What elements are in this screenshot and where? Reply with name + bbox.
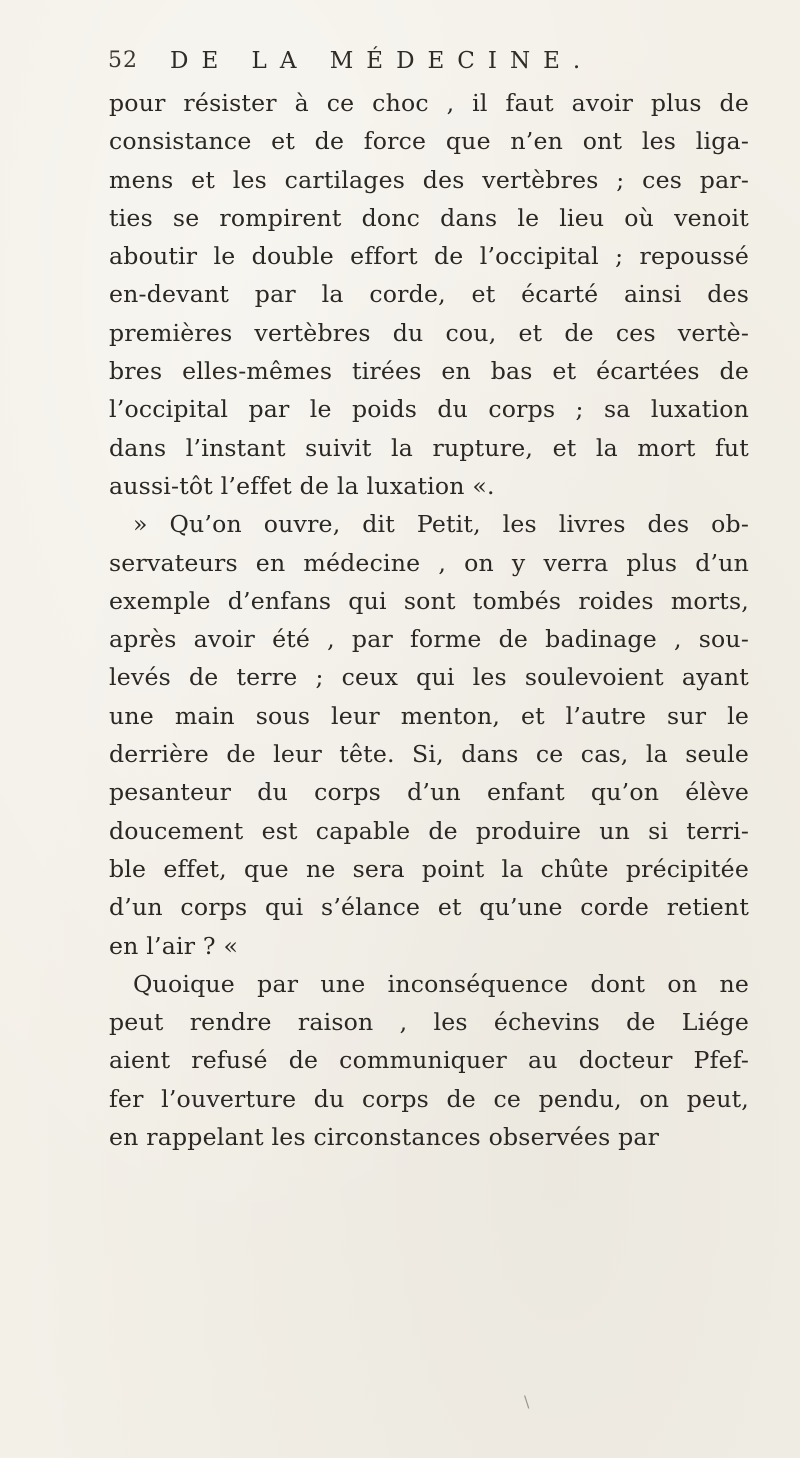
text-line: Quoique par une inconséquence dont on ne xyxy=(133,969,749,998)
text-line: d’un corps qui s’élance et qu’une corde retient xyxy=(109,893,749,922)
text-line: derrière de leur tête. Si, dans ce cas, la seule xyxy=(109,740,749,769)
text-line: levés de terre ; ceux qui les soulevoient ayant xyxy=(109,663,749,692)
text-line: aient refusé de communiquer au docteur Pfef- xyxy=(109,1046,749,1075)
text-line: aussi-tôt l’effet de la luxation «. xyxy=(109,471,495,500)
text-line: exemple d’enfans qui sont tombés roides morts, xyxy=(109,586,749,615)
text-line: bres elles-mêmes tirées en bas et écartées de xyxy=(109,357,749,386)
text-line: ble effet, que ne sera point la chûte précipitée xyxy=(109,854,749,883)
text-line: mens et les cartilages des vertèbres ; ces par- xyxy=(109,165,749,194)
text-line: doucement est capable de produire un si terri- xyxy=(109,816,749,845)
stray-mark: \ xyxy=(524,1392,530,1411)
text-line: pour résister à ce choc , il faut avoir plus de xyxy=(109,89,749,117)
text-line: » Qu’on ouvre, dit Petit, les livres des ob- xyxy=(133,510,749,539)
page-number: 52 xyxy=(108,48,138,73)
text-line: premières vertèbres du cou, et de ces vertè- xyxy=(109,318,749,347)
text-line: après avoir été , par forme de badinage , sou- xyxy=(109,625,749,654)
text-line: aboutir le double effort de l’occipital ; repoussé xyxy=(109,242,749,271)
running-title: DE LA MÉDECINE. xyxy=(170,48,594,74)
text-line: en l’air ? « xyxy=(109,931,239,960)
body-text xyxy=(109,84,749,1156)
text-line: ties se rompirent donc dans le lieu où venoit xyxy=(109,203,749,232)
text-line: servateurs en médecine , on y verra plus d’un xyxy=(109,548,749,577)
text-line: pesanteur du corps d’un enfant qu’on élève xyxy=(109,778,749,807)
text-line: consistance et de force que n’en ont les liga- xyxy=(109,127,749,156)
text-line: peut rendre raison , les échevins de Liége xyxy=(109,1008,749,1037)
text-line: en-devant par la corde, et écarté ainsi des xyxy=(109,280,749,309)
text-line: une main sous leur menton, et l’autre sur le xyxy=(109,701,749,730)
text-line: l’occipital par le poids du corps ; sa luxation xyxy=(109,395,749,424)
text-line: en rappelant les circonstances observées par xyxy=(109,1123,660,1152)
text-line: fer l’ouverture du corps de ce pendu, on peut, xyxy=(109,1084,749,1113)
text-line: dans l’instant suivit la rupture, et la mort fut xyxy=(109,433,749,462)
